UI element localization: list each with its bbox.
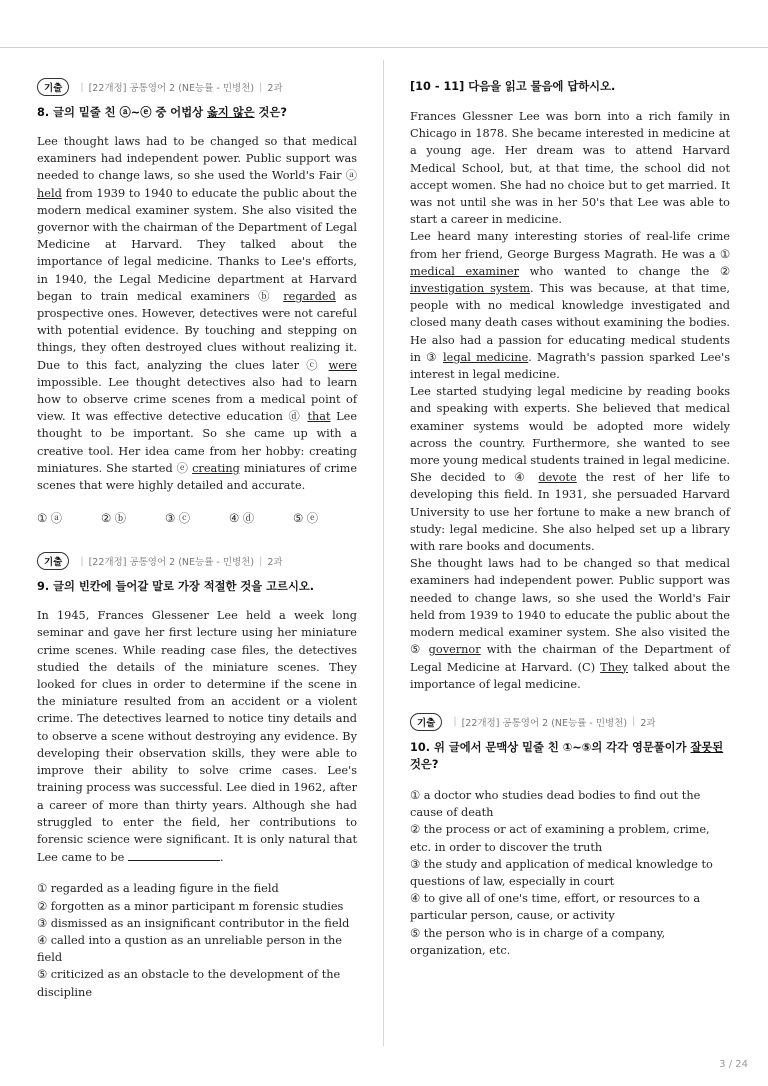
choice-option[interactable]: ② ⓑ bbox=[101, 512, 127, 526]
choice-option[interactable]: ② forgotten as a minor participant m forensic studies bbox=[37, 899, 344, 913]
choice-option[interactable]: ③ the study and application of medical knowledge to questions of law, especially in court bbox=[410, 857, 713, 888]
right-para-2 bbox=[410, 228, 730, 383]
passage-text: as prospective ones. However, detectives were not careful with potential evidence. By touching and stepping on things, they often destroyed clues without realizing it. Due to this fact, analyzing the clues later ⓒ bbox=[37, 289, 358, 372]
q8-title-emphasis: 옳지 않은 bbox=[206, 106, 255, 119]
underlined-3: legal medicine bbox=[443, 350, 529, 364]
spacer bbox=[410, 693, 730, 713]
q8-choices bbox=[37, 510, 357, 526]
q8-lesson: 2과 bbox=[267, 83, 283, 94]
q10-source: [22개정] 공통영어 2 (NE능률 - 민병천) bbox=[461, 717, 628, 729]
passage-text: Lee thought laws had to be changed so that medical examiners had independent power. Public support was needed to change laws, so she used the World's Fair ⓐ bbox=[37, 135, 357, 183]
right-para-4 bbox=[410, 555, 730, 693]
q9-source: [22개정] 공통영어 2 (NE능률 - 민병천) bbox=[88, 557, 255, 569]
choice-option[interactable]: ④ ⓓ bbox=[229, 512, 255, 526]
left-column bbox=[37, 78, 357, 1001]
tag-separator: | bbox=[259, 81, 263, 93]
q8-title bbox=[37, 104, 357, 121]
passage-text: talked about the importance of legal medicine. bbox=[410, 660, 730, 691]
underlined-1: medical examiner bbox=[410, 264, 519, 278]
q8-title-text: 것은? bbox=[254, 106, 287, 119]
choice-option[interactable]: ① regarded as a leading figure in the field bbox=[37, 882, 279, 896]
q8-passage bbox=[37, 133, 357, 494]
choice-option[interactable]: ③ ⓒ bbox=[165, 512, 191, 526]
passage-text: who wanted to change the ② bbox=[519, 264, 730, 278]
q8-tag bbox=[37, 78, 357, 96]
choice-option[interactable]: ④ called into a qustion as an unreliable person in the field bbox=[37, 933, 342, 965]
q10-badge: 기출 bbox=[410, 713, 442, 731]
passage-text: Lee heard many interesting stories of real-life crime from her friend, George Burgess Magrath. He was a ① bbox=[410, 230, 730, 261]
underlined-2: investigation system bbox=[410, 282, 531, 296]
passage-end: . bbox=[219, 851, 224, 865]
q10-title-emphasis: 잘못된 bbox=[690, 740, 724, 754]
tag-separator: | bbox=[80, 81, 84, 93]
right-column bbox=[410, 78, 730, 959]
q9-lesson: 2과 bbox=[267, 557, 283, 569]
q10-choices bbox=[410, 787, 730, 959]
q10-title-text: 것은? bbox=[410, 757, 439, 771]
passage-text: . Magrath's passion sparked Lee's interest in legal medicine. bbox=[410, 350, 730, 382]
q9-badge: 기출 bbox=[37, 552, 69, 570]
q8-badge: 기출 bbox=[37, 78, 69, 96]
tag-separator: | bbox=[453, 716, 457, 728]
q9-passage bbox=[37, 607, 357, 866]
underlined-d: that bbox=[307, 410, 331, 424]
q10-title-text: 10. 위 글에서 문맥상 밑줄 친 ①~⑤의 각각 영문풀이가 bbox=[410, 740, 691, 754]
underlined-5: governor bbox=[428, 643, 481, 657]
choice-option[interactable]: ⑤ criticized as an obstacle to the development of the discipline bbox=[37, 968, 341, 999]
choice-option[interactable]: ⑤ ⓔ bbox=[293, 512, 319, 526]
page-number: 3 / 24 bbox=[719, 1059, 748, 1070]
q9-choices bbox=[37, 880, 357, 1000]
passage-text: In 1945, Frances Glessener Lee held a week long seminar and gave her first lecture using her miniature crime scenes. While reading case files, the detectives studied the details of the miniature scenes. They looked for clues in order to determine if the scene in the miniature resulted from an accident or a violent crime. The detectives learned to notice tiny details and to observe a scene without destroying any evidence. By developing their observation skills, they were able to improve their ability to solve crime cases. Lee's training process was successful. Lee died in 1962, after a career of more than thirty years. Although she had struggled to enter the field, her contributions to forensic science were significant. It is only natural that Lee came to be bbox=[37, 609, 357, 865]
choice-option[interactable]: ① a doctor who studies dead bodies to find out the cause of death bbox=[410, 788, 701, 820]
choice-option[interactable]: ② the process or act of examining a problem, crime, etc. in order to discover the truth bbox=[410, 823, 710, 854]
q8-title-text: 8. 글의 밑줄 친 ⓐ~ⓔ 중 어법상 bbox=[37, 106, 207, 119]
underlined-4: devote bbox=[538, 471, 577, 485]
choice-option[interactable]: ① ⓐ bbox=[37, 512, 63, 526]
tag-separator: | bbox=[80, 555, 84, 567]
passage-header: [10 - 11] 다음을 읽고 물음에 답하시오. bbox=[410, 80, 616, 93]
passage-text: Lee thought to be important. So she came up with a creative tool. Her idea came from her hobby: creating miniatures. She started ⓔ bbox=[37, 410, 358, 475]
underlined-a: held bbox=[37, 186, 62, 200]
choice-option[interactable]: ③ dismissed as an insignificant contributor in the field bbox=[37, 916, 350, 930]
q8-source: [22개정] 공통영어 2 (NE능률 - 민병천) bbox=[88, 83, 255, 94]
passage-text: with the chairman of the Department of Legal Medicine at Harvard. (C) bbox=[410, 643, 731, 674]
q9-tag bbox=[37, 552, 357, 570]
column-divider bbox=[383, 60, 384, 1046]
right-para-3 bbox=[410, 383, 730, 555]
tag-separator: | bbox=[632, 716, 636, 728]
passage-text: Lee started studying legal medicine by reading books and speaking with experts. She believed that medical examiner systems would be adopted more widely across the country. Furthermore, she wanted to see more young medical students trained in legal medicine. She decided to ④ bbox=[410, 385, 730, 485]
q10-tag bbox=[410, 713, 730, 731]
q10-lesson: 2과 bbox=[640, 717, 656, 729]
tag-separator: | bbox=[259, 555, 263, 567]
choice-option[interactable]: ⑤ the person who is in charge of a company, organization, etc. bbox=[410, 926, 666, 957]
passage-text: miniatures of crime scenes that were highly detailed and accurate. bbox=[37, 461, 358, 493]
right-para-1: Frances Glessner Lee was born into a rich family in Chicago in 1878. She became interested in medicine at a young age. Her dream was to attend Harvard Medical School, but, at that time, the school did not accept women. She had no choice but to get married. It was not until she was in her 50's that Lee was able to start a career in medicine. bbox=[410, 110, 730, 227]
passage-text: the rest of her life to developing this field. In 1931, she persuaded Harvard University to use her fortune to make a new branch of study: legal medicine. She also helped set up a library with rare books and documents. bbox=[410, 471, 730, 554]
answer-blank bbox=[128, 848, 220, 861]
underlined-e: creating bbox=[192, 461, 240, 475]
passage-text: impossible. Lee thought detectives also had to learn how to observe crime scenes from a medical point of view. It was effective detective education ⓓ bbox=[37, 375, 357, 424]
passage-text: . This was because, at that time, people with no medical knowledge investigated and closed many death cases without examining the bodies. He also had a passion for educating medical students in ③ bbox=[410, 282, 730, 364]
underlined-b: regarded bbox=[283, 289, 336, 303]
underlined-c-they: They bbox=[600, 660, 629, 674]
passage-text: She thought laws had to be changed so that medical examiners had independent power. Public support was needed to change laws, so she used the World's Fair held from 1939 to 1940 to educate the public about the modern medical examiner system. She also visited the ⑤ bbox=[410, 557, 730, 657]
passage-text: from 1939 to 1940 to educate the public about the modern medical examiner system. She also visited the governor with the chairman of the Department of Legal Medicine at Harvard. They talked about the importance of legal medicine. Thanks to Lee's efforts, in 1940, the Legal Medicine department at Harvard began to train medical examiners ⓑ bbox=[37, 186, 357, 303]
top-rule bbox=[0, 47, 768, 48]
q10-title bbox=[410, 739, 730, 773]
choice-option[interactable]: ④ to give all of one's time, effort, or resources to a particular person, cause, or activity bbox=[410, 892, 701, 923]
q9-title: 9. 글의 빈칸에 들어갈 말로 가장 적절한 것을 고르시오. bbox=[37, 580, 315, 594]
underlined-c: were bbox=[328, 358, 357, 372]
